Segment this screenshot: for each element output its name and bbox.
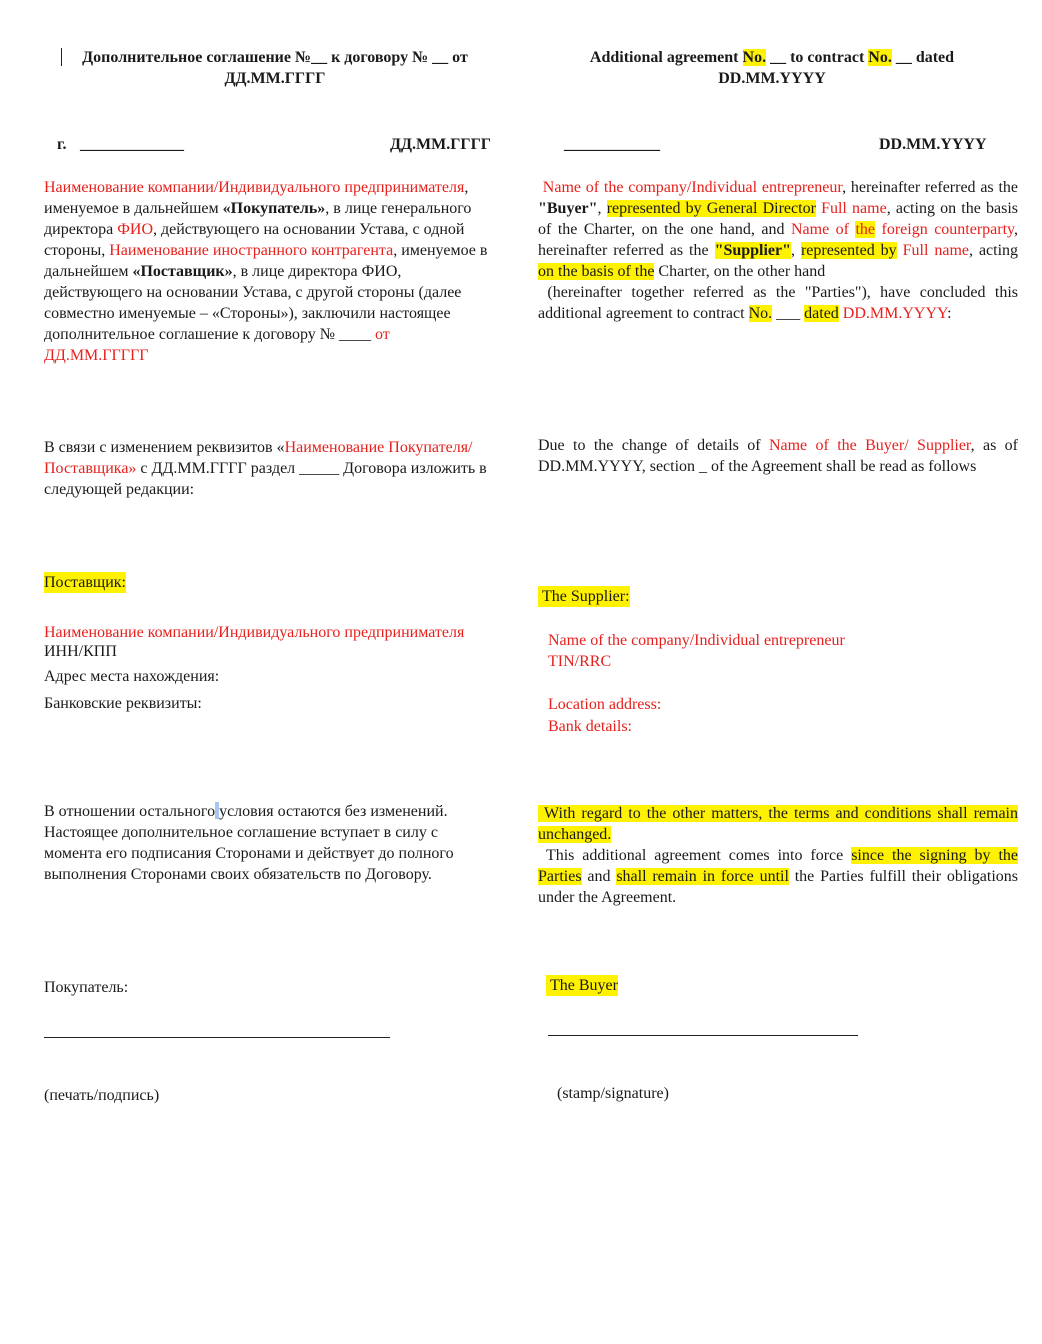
en-location: Location address:	[548, 696, 662, 713]
ru-parties-paragraph: Наименование компании/Индивидуального предпринимателя, именуемое в дальнейшем «Покупатель», в лице генерального директора ФИО, действующего на основании Устава, с одной стороны, Наименование иностранного контрагента, именуемое в дальнейшем «Поставщик», в лице директора ФИО, действующего на основании Устава, с другой стороны (далее совместно именуемые – «Стороны»), заключили настоящее дополнительное соглашение к договору № ____ от ДД.ММ.ГГГГГ	[44, 179, 488, 364]
ru-final-paragraph: В отношении остального условия остаются без изменений. Настоящее дополнительное соглашение вступает в силу с момента его подписания Сторонами и действует до полного выполнения Сторонами своих обязательств по Договору.	[44, 803, 454, 883]
ru-supplier-label: Поставщик:	[44, 574, 126, 591]
en-parties-paragraph: Name of the company/Individual entrepreneur, hereinafter referred as the "Buyer", represented by General Director Full name, acting on the basis of the Charter, on the one hand, and Name of the foreign counterparty, hereinafter referred as the "Supplier", represented by Full name, acting on the basis of the Charter, on the other hand (hereinafter together referred as the "Parties"), have concluded this additional agreement to contract No. ___ dated DD.MM.YYYY:	[538, 179, 1019, 322]
en-title	[536, 47, 1008, 89]
ru-date: ДД.ММ.ГГГГ	[390, 136, 491, 153]
ru-change-paragraph: В связи с изменением реквизитов «Наименование Покупателя/Поставщика» с ДД.ММ.ГГГГ раздел _____ Договора изложить в следующей редакции:	[44, 439, 487, 498]
text-cursor	[61, 48, 62, 66]
ru-city-blank: _____________	[80, 136, 184, 153]
ru-city-label: г.	[57, 136, 67, 153]
en-signature-line	[548, 1035, 858, 1036]
en-date: DD.MM.YYYY	[879, 136, 987, 153]
en-city-blank: ____________	[564, 136, 660, 153]
ru-stamp-label: (печать/подпись)	[44, 1087, 160, 1104]
en-change-paragraph: Due to the change of details of Name of the Buyer/ Supplier, as of DD.MM.YYYY, section _ of the Agreement shall be read as follows	[538, 437, 1019, 475]
en-title-line2: DD.MM.YYYY	[718, 70, 826, 87]
ru-signature-line	[44, 1037, 390, 1038]
ru-title-line2: ДД.ММ.ГГГГ	[224, 70, 326, 87]
en-supplier-label: The Supplier:	[538, 586, 630, 607]
ru-address: Адрес места нахождения:	[44, 668, 220, 685]
en-bank: Bank details:	[548, 718, 632, 735]
ru-title-line1: Дополнительное соглашение №__ к договору № __ от	[82, 49, 468, 66]
en-buyer-label: The Buyer	[546, 975, 618, 996]
ru-bank: Банковские реквизиты:	[44, 695, 202, 712]
en-tin: TIN/RRC	[548, 653, 612, 670]
ru-supplier-company: Наименование компании/Индивидуального предпринимателя	[44, 624, 465, 641]
en-supplier-company: Name of the company/Individual entrepreneur	[548, 632, 845, 649]
ru-inn: ИНН/КПП	[44, 643, 117, 660]
ru-title	[44, 47, 506, 89]
en-final-paragraph: With regard to the other matters, the terms and conditions shall remain unchanged. This additional agreement comes into force since the signing by the Parties and shall remain in force until the Parties fulfill their obligations under the Agreement.	[538, 805, 1019, 906]
en-stamp-label: (stamp/signature)	[557, 1085, 669, 1102]
en-title-line1: Additional agreement No. __ to contract No. __ dated	[589, 49, 955, 66]
ru-buyer-label: Покупатель:	[44, 979, 129, 996]
